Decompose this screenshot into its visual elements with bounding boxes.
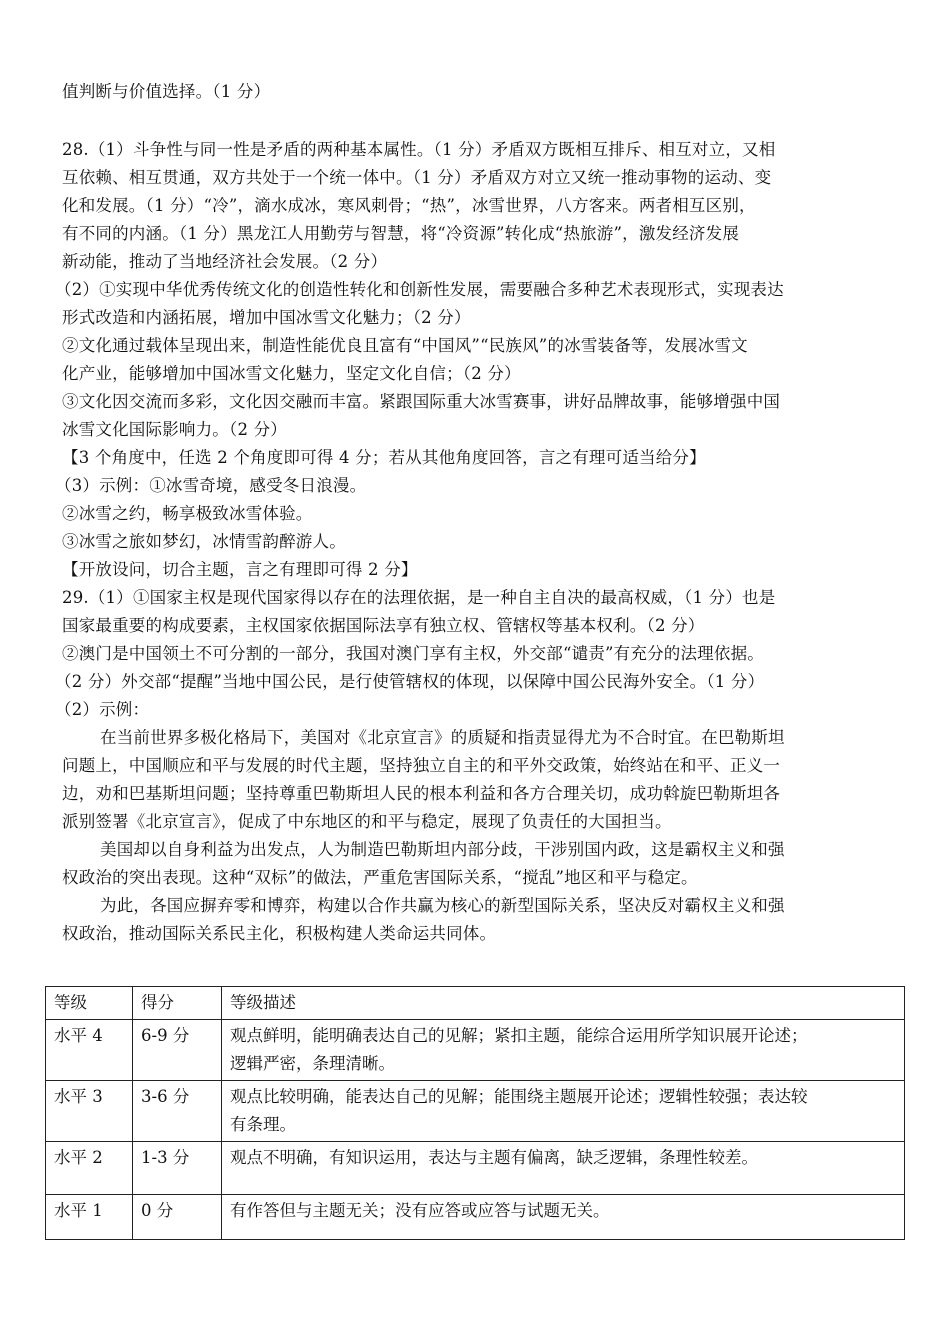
q29-part2-label: （2）示例：	[55, 700, 150, 719]
description-line: 有作答但与主题无关；没有应答或应答与试题无关。	[230, 1201, 610, 1220]
description-cell	[222, 1020, 905, 1081]
q29-line: ②澳门是中国领土不可分割的一部分，我国对澳门享有主权，外交部“谴责”有充分的法理依据。	[62, 644, 764, 663]
q29-line: 国家最重要的构成要素，主权国家依据国际法享有独立权、管辖权等基本权利。（2 分）	[62, 616, 705, 635]
q28-part2-line: ②文化通过载体呈现出来，制造性能优良且富有“中国风”“民族风”的冰雪装备等，发展冰雪文	[62, 336, 748, 355]
header-score: 得分	[133, 987, 222, 1020]
level-cell: 水平 4	[46, 1020, 133, 1081]
level-cell: 水平 3	[46, 1081, 133, 1142]
q28-part3-line: ②冰雪之约，畅享极致冰雪体验。	[62, 504, 313, 523]
table-row	[46, 1195, 905, 1240]
description-cell	[222, 1142, 905, 1195]
table-row	[46, 1020, 905, 1081]
header-level: 等级	[46, 987, 133, 1020]
level-cell: 水平 1	[46, 1195, 133, 1240]
essay-line: 美国却以自身利益为出发点，人为制造巴勒斯坦内部分歧，干涉别国内政，这是霸权主义和强	[100, 840, 785, 859]
q28-part2-line: 化产业，能够增加中国冰雪文化魅力，坚定文化自信；（2 分）	[62, 364, 521, 383]
q29-line: 29.（1）①国家主权是现代国家得以存在的法理依据，是一种自主自决的最高权威，（1 分）也是	[62, 588, 776, 607]
table-row	[46, 1081, 905, 1142]
q29-line: （2 分）外交部“提醒”当地中国公民，是行使管辖权的体现，以保障中国公民海外安全。（1 分）	[55, 672, 765, 691]
header-description: 等级描述	[222, 987, 905, 1020]
q28-part2-line: （2）①实现中华优秀传统文化的创造性转化和创新性发展，需要融合多种艺术表现形式，实现表达	[55, 280, 784, 299]
essay-line: 在当前世界多极化格局下，美国对《北京宣言》的质疑和指责显得尤为不合时宜。在巴勒斯坦	[100, 728, 785, 747]
q28-line: 有不同的内涵。（1 分）黑龙江人用勤劳与智慧，将“冷资源”转化成“热旅游”，激发经济发展	[62, 224, 740, 243]
description-line: 观点鲜明，能明确表达自己的见解；紧扣主题，能综合运用所学知识展开论述；	[230, 1026, 808, 1045]
description-line: 有条理。	[230, 1115, 296, 1134]
q28-part2-line: ③文化因交流而多彩，文化因交融而丰富。紧跟国际重大冰雪赛事，讲好品牌故事，能够增强中国	[62, 392, 781, 411]
essay-line: 为此，各国应摒弃零和博弈，构建以合作共赢为核心的新型国际关系，坚决反对霸权主义和强	[100, 896, 785, 915]
essay-line: 问题上，中国顺应和平与发展的时代主题，坚持独立自主的和平外交政策，始终站在和平、正义一	[62, 756, 781, 775]
description-line: 观点比较明确，能表达自己的见解；能围绕主题展开论述；逻辑性较强；表达较	[230, 1087, 808, 1106]
grading-table	[45, 986, 905, 1240]
description-cell	[222, 1081, 905, 1142]
score-cell: 6-9 分	[133, 1020, 222, 1081]
score-cell: 0 分	[133, 1195, 222, 1240]
scoring-note: 【3 个角度中，任选 2 个角度即可得 4 分；若从其他角度回答，言之有理可适当给分】	[62, 448, 706, 467]
q28-line: 新动能，推动了当地经济社会发展。（2 分）	[62, 252, 388, 271]
description-cell	[222, 1195, 905, 1240]
essay-line: 权政治，推动国际关系民主化，积极构建人类命运共同体。	[62, 924, 497, 943]
essay-line: 边，劝和巴基斯坦问题；坚持尊重巴勒斯坦人民的根本利益和各方合理关切，成功斡旋巴勒斯坦各	[62, 784, 781, 803]
description-line: 观点不明确，有知识运用，表达与主题有偏离，缺乏逻辑，条理性较差。	[230, 1148, 758, 1167]
q28-part3-line: （3）示例：①冰雪奇境，感受冬日浪漫。	[55, 476, 367, 495]
table-row	[46, 1142, 905, 1195]
score-cell: 1-3 分	[133, 1142, 222, 1195]
description-line: 逻辑严密，条理清晰。	[230, 1054, 395, 1073]
table-header-row	[46, 987, 905, 1020]
level-cell: 水平 2	[46, 1142, 133, 1195]
score-cell: 3-6 分	[133, 1081, 222, 1142]
essay-line: 派别签署《北京宣言》，促成了中东地区的和平与稳定，展现了负责任的大国担当。	[62, 812, 672, 831]
q28-part2-line: 形式改造和内涵拓展，增加中国冰雪文化魅力；（2 分）	[62, 308, 471, 327]
q28-line: 互依赖、相互贯通，双方共处于一个统一体中。（1 分）矛盾双方对立又统一推动事物的运动、变	[62, 168, 772, 187]
q28-line: 化和发展。（1 分）“冷”，滴水成冰，寒风刺骨；“热”，冰雪世界，八方客来。两者相互区别，	[62, 196, 756, 215]
scoring-note: 【开放设问，切合主题，言之有理即可得 2 分】	[62, 560, 418, 579]
essay-line: 权政治的突出表现。这种“双标”的做法，严重危害国际关系，“搅乱”地区和平与稳定。	[62, 868, 698, 887]
text-line: 值判断与价值选择。（1 分）	[62, 82, 271, 101]
q28-line: 28.（1）斗争性与同一性是矛盾的两种基本属性。（1 分）矛盾双方既相互排斥、相互对立，又相	[62, 140, 776, 159]
q28-part3-line: ③冰雪之旅如梦幻，冰情雪韵醉游人。	[62, 532, 346, 551]
q28-part2-line: 冰雪文化国际影响力。（2 分）	[62, 420, 287, 439]
